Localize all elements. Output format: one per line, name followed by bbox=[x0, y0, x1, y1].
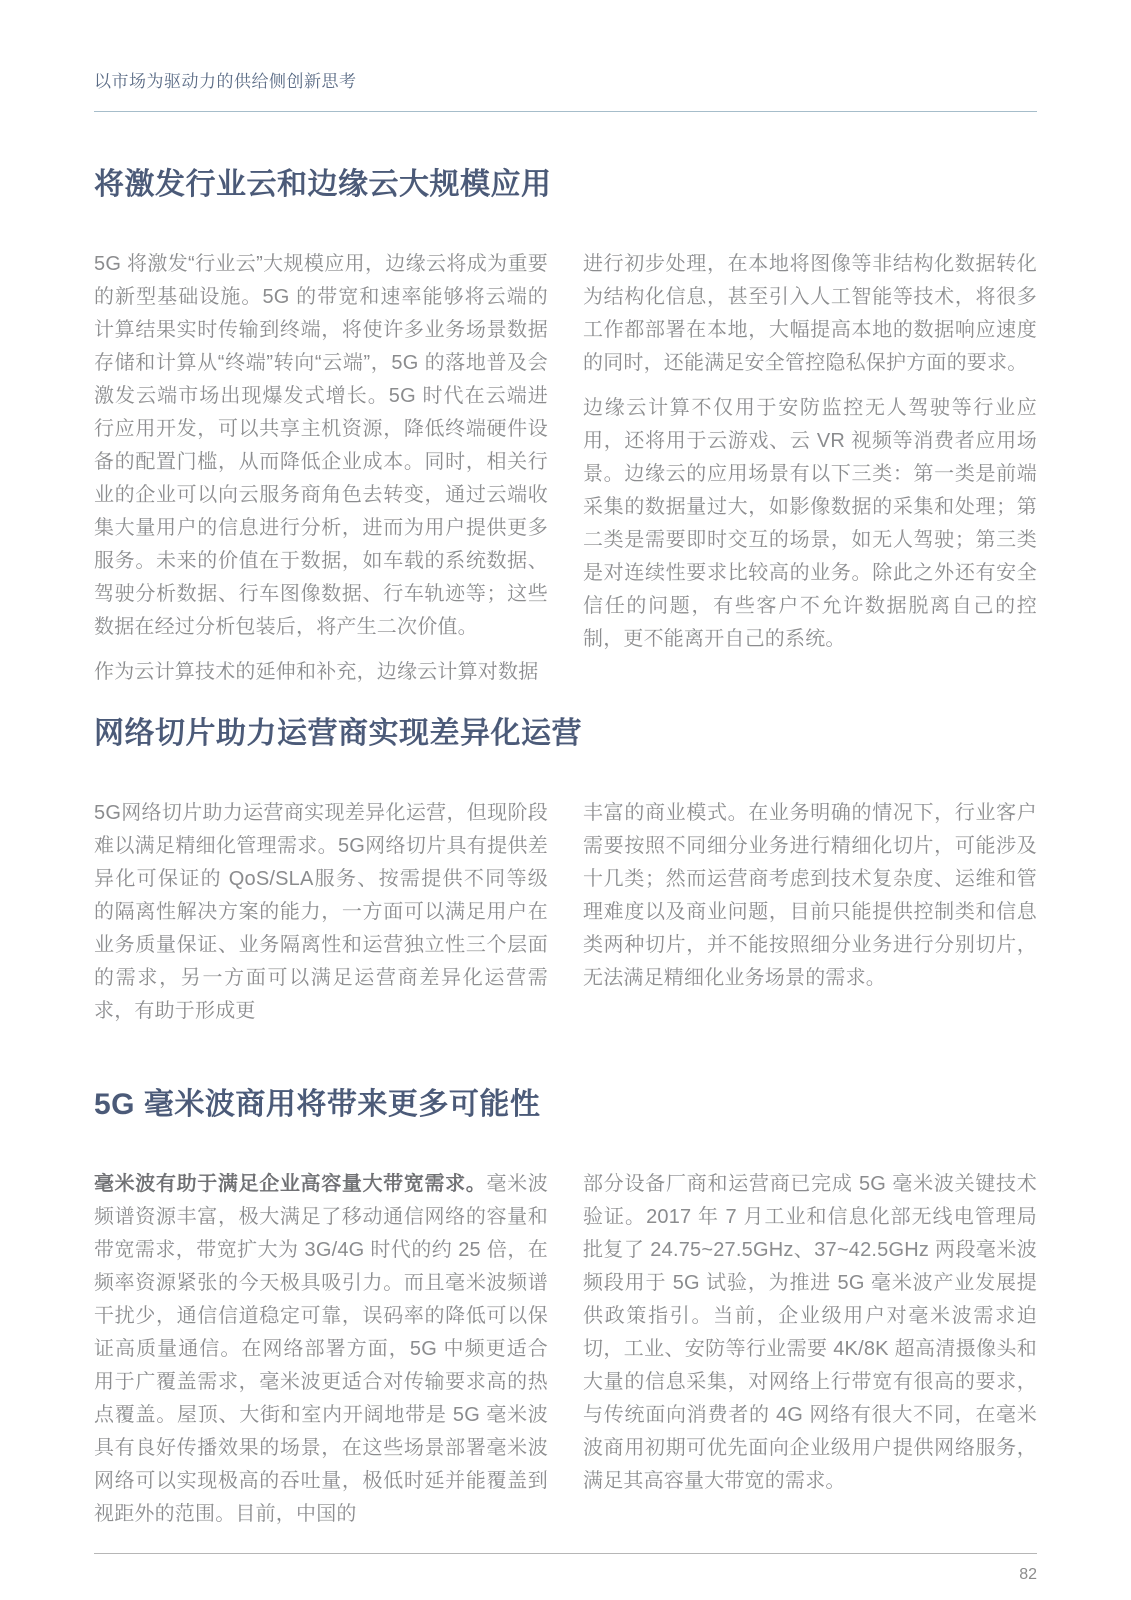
running-title: 以市场为驱动力的供给侧创新思考 bbox=[94, 72, 357, 91]
paragraph bbox=[94, 1168, 548, 1531]
section-industry-cloud bbox=[94, 166, 1037, 689]
paragraph: 作为云计算技术的延伸和补充，边缘云计算对数据 bbox=[94, 661, 539, 683]
two-column-body bbox=[94, 1168, 1037, 1531]
header-rule bbox=[94, 111, 1037, 112]
paragraph: 边缘云计算不仅用于安防监控无人驾驶等行业应用，还将用于云游戏、云 VR 视频等消费者应用场景。边缘云的应用场景有以下三类：第一类是前端采集的数据量过大，如影像数据的采集和处理；第二类是需要即时交互的场景，如无人驾驶；第三类是对连续性要求比较高的业务。除此之外还有安全信任的问题，有些客户不允许数据脱离自己的控制，更不能离开自己的系统。 bbox=[583, 397, 1037, 650]
footer-rule bbox=[94, 1553, 1037, 1554]
page-footer bbox=[94, 1553, 1037, 1584]
paragraph: 5G 将激发“行业云”大规模应用，边缘云将成为重要的新型基础设施。5G 的带宽和速率能够将云端的计算结果实时传输到终端，将使许多业务场景数据存储和计算从“终端”转向“云端”，5G 的落地普及会激发云端市场出现爆发式增长。5G 时代在云端进行应用开发，可以共享主机资源，降低终端硬件设备的配置门槛，从而降低企业成本。同时，相关行业的企业可以向云服务商角色去转变，通过云端收集大量用户的信息进行分析，进而为用户提供更多服务。未来的价值在于数据，如车载的系统数据、驾驶分析数据、行车图像数据、行车轨迹等；这些数据在经过分析包装后，将产生二次价值。 bbox=[94, 253, 548, 638]
section-network-slicing bbox=[94, 715, 1037, 1028]
page-number: 82 bbox=[1019, 1566, 1037, 1583]
section-mmwave bbox=[94, 1086, 1037, 1531]
two-column-body bbox=[94, 248, 1037, 689]
right-column bbox=[583, 797, 1037, 1028]
paragraph: 部分设备厂商和运营商已完成 5G 毫米波关键技术验证。2017 年 7 月工业和信息化部无线电管理局批复了 24.75~27.5GHz、37~42.5GHz 两段毫米波频段用于 5G 试验，为推进 5G 毫米波产业发展提供政策指引。当前，企业级用户对毫米波需求迫切，工业、安防等行业需要 4K/8K 超高清摄像头和大量的信息采集，对网络上行带宽有很高的要求，与传统面向消费者的 4G 网络有很大不同，在毫米波商用初期可优先面向企业级用户提供网络服务，满足其高容量大带宽的需求。 bbox=[583, 1173, 1037, 1492]
paragraph-text: 毫米波频谱资源丰富，极大满足了移动通信网络的容量和带宽需求，带宽扩大为 3G/4G 时代的约 25 倍，在频率资源紧张的今天极具吸引力。而且毫米波频谱干扰少，通信信道稳定可靠，误码率的降低可以保证高质量通信。在网络部署方面，5G 中频更适合用于广覆盖需求，毫米波更适合对传输要求高的热点覆盖。屋顶、大街和室内开阔地带是 5G 毫米波具有良好传播效果的场景，在这些场景部署毫米波网络可以实现极高的吞吐量，极低时延并能覆盖到视距外的范围。目前，中国的 bbox=[94, 1173, 548, 1525]
paragraph: 进行初步处理，在本地将图像等非结构化数据转化为结构化信息，甚至引入人工智能等技术，将很多工作都部署在本地，大幅提高本地的数据响应速度的同时，还能满足安全管控隐私保护方面的要求。 bbox=[583, 253, 1037, 374]
right-column bbox=[583, 248, 1037, 689]
section-title: 将激发行业云和边缘云大规模应用 bbox=[94, 168, 552, 201]
left-column bbox=[94, 797, 548, 1028]
paragraph: 丰富的商业模式。在业务明确的情况下，行业客户需要按照不同细分业务进行精细化切片，可能涉及十几类；然而运营商考虑到技术复杂度、运维和管理难度以及商业问题，目前只能提供控制类和信息类两种切片，并不能按照细分业务进行分别切片，无法满足精细化业务场景的需求。 bbox=[583, 802, 1037, 989]
paragraph: 5G网络切片助力运营商实现差异化运营，但现阶段难以满足精细化管理需求。5G网络切片具有提供差异化可保证的 QoS/SLA服务、按需提供不同等级的隔离性解决方案的能力，一方面可以满足用户在业务质量保证、业务隔离性和运营独立性三个层面的需求，另一方面可以满足运营商差异化运营需求，有助于形成更 bbox=[94, 802, 548, 1022]
right-column bbox=[583, 1168, 1037, 1531]
section-title: 5G 毫米波商用将带来更多可能性 bbox=[94, 1088, 541, 1121]
left-column bbox=[94, 1168, 548, 1531]
left-column bbox=[94, 248, 548, 689]
two-column-body bbox=[94, 797, 1037, 1028]
page-header bbox=[94, 70, 1037, 112]
paragraph-bold-lead: 毫米波有助于满足企业高容量大带宽需求。 bbox=[94, 1173, 487, 1195]
section-title: 网络切片助力运营商实现差异化运营 bbox=[94, 717, 582, 750]
